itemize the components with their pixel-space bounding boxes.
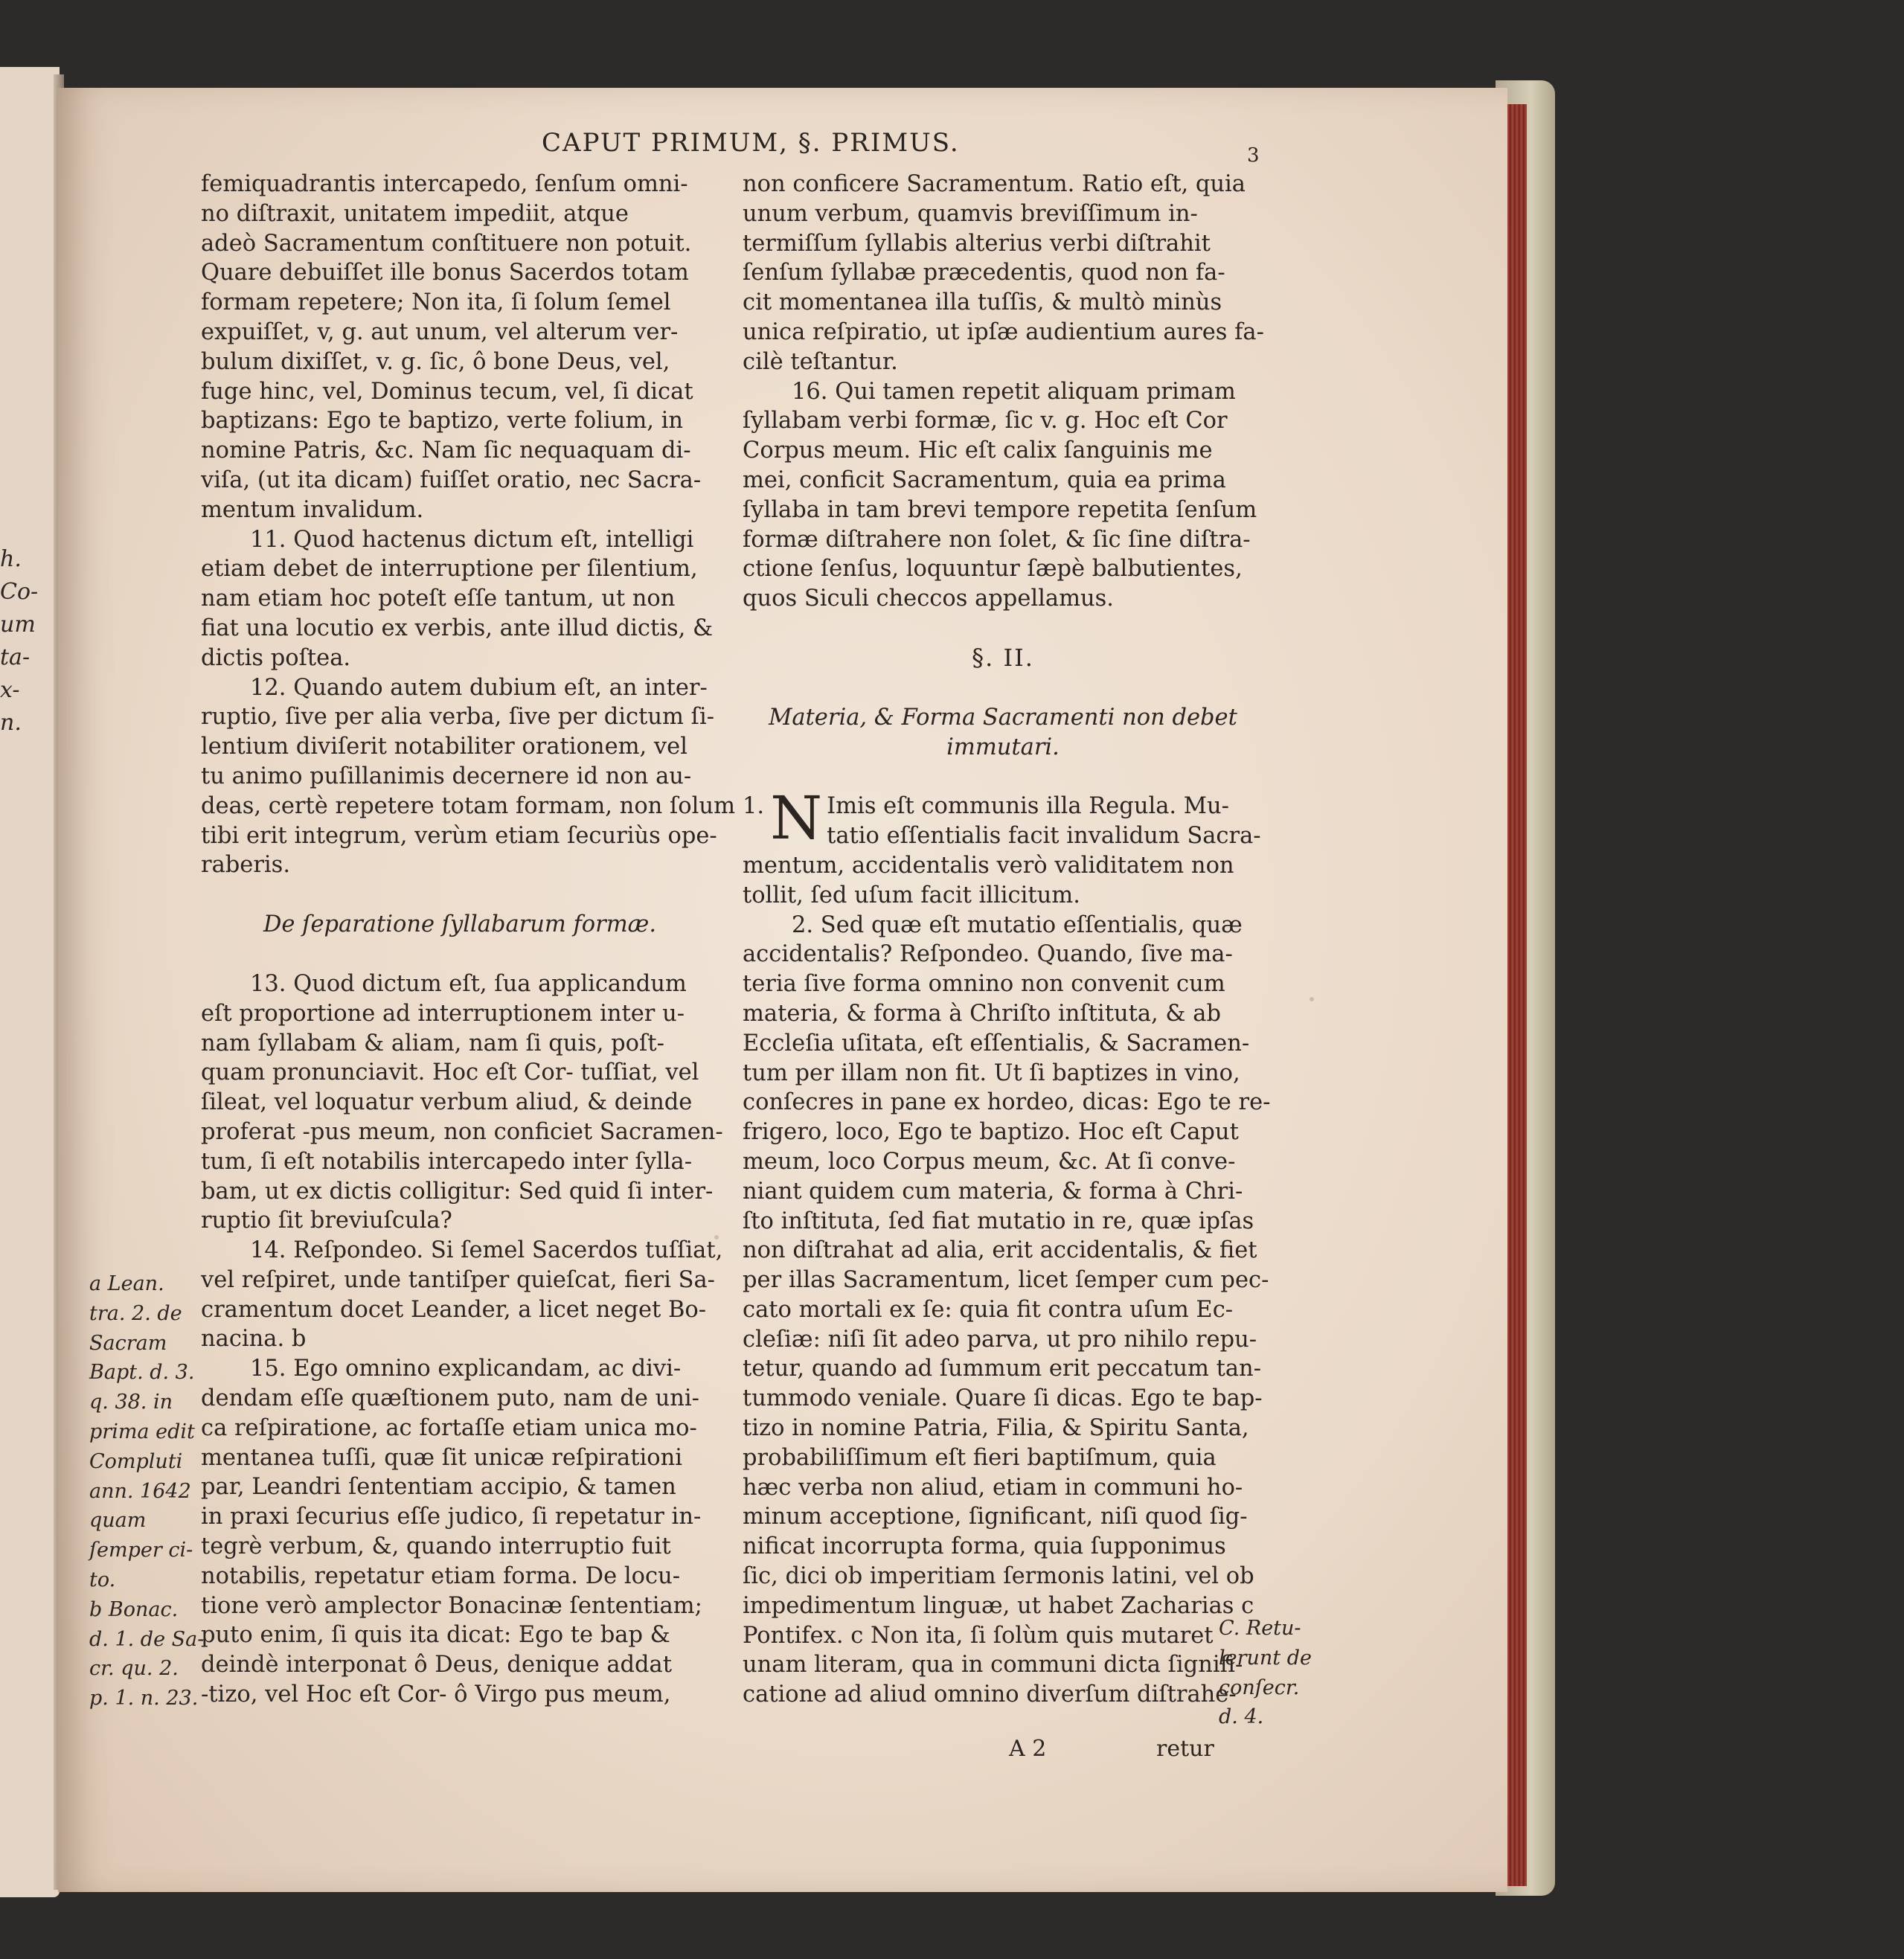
text-line: ruptio, ſive per alia verba, ſive per dictum ſi-: [201, 704, 715, 731]
text-line: tu animo puſillanimis decernere id non au-: [201, 763, 692, 789]
margin-note: q. 38. in: [89, 1391, 173, 1414]
text-line: per illas Sacramentum, licet ſemper cum pec-: [743, 1267, 1269, 1294]
text-line: dendam eſſe quæſtionem puto, nam de uni-: [201, 1385, 699, 1412]
text-line: tione verò amplector Bonacinæ ſententiam;: [201, 1592, 702, 1619]
text-line: teria ſive forma omnino non convenit cum: [743, 971, 1225, 998]
paragraph-16: [743, 377, 1263, 614]
text-line: unica reſpiratio, ut ipſæ audientium aures fa-: [743, 318, 1264, 345]
text-line: nam ſyllabam & aliam, nam ſi quis, poſt-: [201, 1030, 664, 1057]
text-line: mei, conficit Sacramentum, quia ea prima: [743, 466, 1226, 493]
text-line: unum verbum, quamvis breviſſimum in-: [743, 200, 1198, 227]
text-line: ſic, dici ob imperitiam ſermonis latini, vel ob: [743, 1563, 1254, 1590]
margin-note: d. 4.: [1219, 1705, 1264, 1729]
margin-note: p. 1. n. 23.: [89, 1687, 199, 1710]
gutter-fragment: x-: [0, 677, 20, 703]
text-line: tatio eſſentialis facit invalidum Sacra-: [827, 823, 1261, 850]
section-mark: §. II.: [972, 643, 1034, 672]
text-line: expuiſſet, v, g. aut unum, vel alterum ver-: [201, 318, 679, 345]
text-line: formam repetere; Non ita, ſi ſolum ſemel: [201, 289, 671, 316]
text-line: termiſſum ſyllabis alterius verbi diſtrahit: [743, 230, 1211, 257]
text-line: viſa, (ut ita dicam) fuiſſet oratio, nec Sacra-: [201, 466, 702, 493]
text-line: quos Siculi checcos appellamus.: [743, 586, 1114, 612]
text-line: probabiliſſimum eſt fieri baptiſmum, quia: [743, 1444, 1217, 1471]
left-column: [201, 170, 735, 1710]
text-line: 15. Ego omnino explicandam, ac divi-: [250, 1356, 682, 1382]
text-line: ruptio ſit breviuſcula?: [201, 1208, 452, 1234]
margin-note: tra. 2. de: [89, 1301, 182, 1325]
text-line: -tizo, vel Hoc eſt Cor- ô Virgo pus meum,: [201, 1681, 671, 1708]
text-line: tummodo veniale. Quare ſi dicas. Ego te bap-: [743, 1385, 1263, 1412]
paragraph-12: [201, 673, 735, 881]
text-line: unam literam, qua in communi dicta ſignifi-: [743, 1652, 1243, 1679]
section-heading-matter-form: [743, 703, 1263, 763]
right-column-opening: [743, 170, 1263, 377]
margin-note: to.: [89, 1568, 116, 1591]
heading-line: immutari.: [946, 734, 1060, 760]
running-head: CAPUT PRIMUM, §. PRIMUS.: [542, 128, 960, 158]
text-line: non diſtrahat ad alia, erit accidentalis, & fiet: [743, 1237, 1257, 1264]
margin-note: b Bonac.: [89, 1597, 179, 1621]
text-line: ſyllabam verbi formæ, ſic v. g. Hoc eſt Cor: [743, 408, 1228, 435]
text-line: ſenſum ſyllabæ præcedentis, quod non fa-: [743, 260, 1225, 286]
paragraph-15: [201, 1354, 719, 1710]
text-line: ſyllaba in tam brevi tempore repetita ſenſum: [743, 496, 1257, 523]
text-line: mentanea tuſſi, quæ ſit unicæ reſpirationi: [201, 1444, 682, 1471]
text-line: ſileat, vel loquatur verbum aliud, & deinde: [201, 1089, 693, 1116]
text-line: tegrè verbum, &, quando interruptio fuit: [201, 1533, 671, 1560]
text-line: lentium diviſerit notabiliter orationem, vel: [201, 734, 687, 760]
margin-note: conſecr.: [1219, 1676, 1300, 1699]
heading-line: Materia, & Forma Sacramenti non debet: [769, 704, 1237, 731]
margin-note: Bapt. d. 3.: [89, 1361, 195, 1385]
paragraph-13: [201, 969, 723, 1236]
text-line: cilè teſtantur.: [743, 348, 898, 375]
left-column-opening: [201, 170, 719, 525]
margin-notes-right: [1219, 1614, 1345, 1732]
text-line: Eccleſia uſitata, eſt eſſentialis, & Sacramen-: [743, 1030, 1250, 1057]
text-line: in praxi ſecurius eſſe judico, ſi repetatur in-: [201, 1504, 702, 1530]
text-line: notabilis, repetatur etiam forma. De locu-: [201, 1562, 681, 1589]
text-line: 12. Quando autem dubium eſt, an inter-: [250, 674, 708, 701]
text-line: non conficere Sacramentum. Ratio eſt, quia: [743, 171, 1246, 197]
page-number: 3: [1247, 144, 1260, 167]
text-line: 13. Quod dictum eſt, ſua applicandum: [250, 970, 687, 997]
text-line: bam, ut ex dictis colligitur: Sed quid ſi inter-: [201, 1178, 714, 1205]
foxing-spot: [1310, 997, 1314, 1001]
text-line: deas, certè repetere totam formam, non ſolum: [201, 792, 735, 819]
text-line: frigero, loco, Ego te baptizo. Hoc eſt Caput: [743, 1119, 1239, 1146]
text-line: ſto inſtituta, ſed fiat mutatio in re, quæ ipſas: [743, 1208, 1254, 1234]
margin-note: d. 1. de Sa-: [89, 1627, 205, 1651]
text-line: dictis poſtea.: [201, 644, 351, 671]
paragraph-14: [201, 1236, 723, 1354]
text-line: niant quidem cum materia, & forma à Chri-: [743, 1178, 1243, 1205]
margin-note: prima edit: [89, 1420, 195, 1443]
text-line: 14. Reſpondeo. Si ſemel Sacerdos tuſſiat,: [250, 1237, 723, 1264]
text-line: nam etiam hoc poteſt eſſe tantum, ut non: [201, 586, 676, 612]
margin-notes-left: [89, 1269, 205, 1713]
text-line: par, Leandri ſententiam accipio, & tamen: [201, 1474, 676, 1501]
margin-note: ſemper ci-: [89, 1539, 193, 1562]
text-line: raberis.: [201, 852, 291, 879]
text-line: fiat una locutio ex verbis, ante illud dictis, &: [201, 615, 714, 641]
text-line: meum, loco Corpus meum, &c. At ſi conve-: [743, 1148, 1236, 1175]
paragraph-1-number: 1.: [743, 793, 765, 820]
gutter-notes: [0, 543, 60, 740]
text-line: Corpus meum. Hic eſt calix ſanguinis me: [743, 437, 1213, 464]
text-line: adeò Sacramentum conſtituere non potuit.: [201, 230, 692, 257]
paragraph-11: [201, 525, 719, 673]
paragraph-1-rest: [743, 851, 1263, 911]
text-line: Quare debuiſſet ille bonus Sacerdos totam: [201, 260, 689, 286]
text-line: catione ad aliud omnino diverſum diſtrahe-: [743, 1681, 1237, 1708]
text-line: nacina. b: [201, 1326, 307, 1353]
gutter-fragment: h.: [0, 546, 22, 572]
text-line: eſt proportione ad interruptionem inter u-: [201, 1000, 685, 1027]
text-line: minum acceptione, ſignificant, niſi quod ſig-: [743, 1504, 1248, 1530]
text-line: Pontifex. c Non ita, ſi ſolùm quis mutaret: [743, 1622, 1214, 1649]
text-line: proferat -pus meum, non conficiet Sacramen-: [201, 1118, 723, 1145]
text-line: tum per illam non fit. Ut ſi baptizes in vino,: [743, 1059, 1240, 1086]
text-line: no diſtraxit, unitatem impediit, atque: [201, 200, 629, 227]
text-line: bulum dixiſſet, v. g. ſic, ô bone Deus, vel,: [201, 348, 670, 375]
text-line: 16. Qui tamen repetit aliquam primam: [792, 378, 1236, 405]
text-line: 2. Sed quæ eſt mutatio eſſentialis, quæ: [792, 911, 1243, 938]
text-line: puto enim, ſi quis ita dicat: Ego te bap &: [201, 1622, 670, 1649]
text-line: cramentum docet Leander, a licet neget Bo-: [201, 1296, 707, 1323]
text-line: cit momentanea illa tuſſis, & multò minùs: [743, 289, 1222, 316]
text-line: cleſiæ: niſi ſit adeo parva, ut pro nihilo repu-: [743, 1326, 1257, 1353]
text-line: tibi erit integrum, verùm etiam ſecuriùs ope-: [201, 822, 717, 849]
margin-note: quam: [89, 1509, 147, 1533]
text-line: mentum invalidum.: [201, 496, 424, 523]
signature-mark: A 2: [1009, 1736, 1047, 1762]
paragraph-1: [743, 783, 1263, 910]
text-line: deindè interponat ô Deus, denique addat: [201, 1652, 672, 1679]
text-line: femiquadrantis intercapedo, ſenſum omni-: [201, 171, 688, 197]
text-line: tum, ſi eſt notabilis intercapedo inter ſylla-: [201, 1148, 693, 1175]
text-line: tetur, quando ad ſummum erit peccatum tan-: [743, 1356, 1262, 1382]
section-heading-syllables: De ſeparatione ſyllabarum formæ.: [263, 911, 657, 938]
text-line: tollit, ſed uſum facit illicitum.: [743, 882, 1080, 908]
margin-note: Sacram: [89, 1331, 167, 1355]
margin-note: a Lean.: [89, 1272, 164, 1295]
text-line: hæc verba non aliud, etiam in communi ho-: [743, 1474, 1243, 1501]
gutter-fragment: ta-: [0, 644, 31, 670]
text-line: cato mortali ex ſe: quia fit contra uſum Ec-: [743, 1296, 1234, 1323]
margin-note: Compluti: [89, 1449, 183, 1473]
text-line: quam pronunciavit. Hoc eſt Cor- tuſſiat, vel: [201, 1059, 699, 1086]
text-line: accidentalis? Reſpondeo. Quando, ſive ma-: [743, 941, 1233, 968]
margin-note: lerunt de: [1219, 1646, 1312, 1670]
gutter-fragment: um: [0, 612, 36, 638]
text-line: Imis eſt communis illa Regula. Mu-: [827, 793, 1229, 820]
text-line: mentum, accidentalis verò validitatem non: [743, 852, 1234, 879]
left-page-fragment: [0, 67, 60, 1897]
catchword: retur: [1156, 1736, 1214, 1762]
gutter-fragment: n.: [0, 710, 22, 736]
text-line: impedimentum linguæ, ut habet Zacharias c: [743, 1592, 1254, 1619]
text-line: nificat incorrupta forma, quia ſupponimus: [743, 1533, 1226, 1560]
drop-capital: N: [770, 783, 823, 853]
text-line: tizo in nomine Patria, Filia, & Spiritu Santa,: [743, 1415, 1249, 1442]
margin-note: C. Retu-: [1219, 1617, 1301, 1640]
text-line: fuge hinc, vel, Dominus tecum, vel, ſi dicat: [201, 378, 693, 405]
text-line: nomine Patris, &c. Nam ſic nequaquam di-: [201, 437, 691, 464]
text-line: baptizans: Ego te baptizo, verte folium, in: [201, 408, 684, 435]
margin-note: ann. 1642: [89, 1479, 191, 1503]
text-line: conſecres in pane ex hordeo, dicas: Ego te re-: [743, 1089, 1271, 1116]
text-line: ctione ſenſus, loquuntur ſæpè balbutientes,: [743, 556, 1243, 583]
text-line: ca reſpiratione, ac fortaſſe etiam unica mo-: [201, 1414, 697, 1441]
text-line: vel reſpiret, unde tantiſper quieſcat, fieri Sa-: [201, 1266, 715, 1293]
text-line: 11. Quod hactenus dictum eſt, intelligi: [250, 526, 694, 553]
gutter-fragment: Co-: [0, 579, 39, 605]
text-line: materia, & forma à Chriſto inſtituta, & ab: [743, 1000, 1221, 1027]
text-line: formæ diſtrahere non ſolet, & ſic ſine diſtra-: [743, 526, 1251, 553]
text-line: etiam debet de interruptione per ſilentium,: [201, 556, 698, 583]
margin-note: cr. qu. 2.: [89, 1657, 179, 1681]
